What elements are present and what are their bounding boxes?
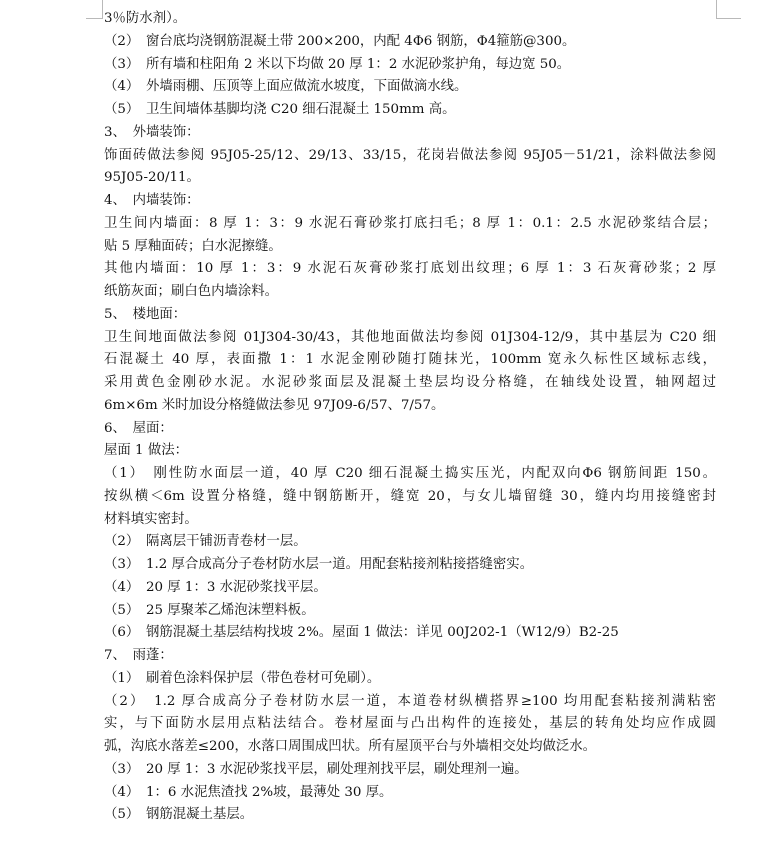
page-corner-mark-left — [86, 0, 103, 19]
text-line: 饰面砖做法参阅 95J05-25/12、29/13、33/15，花岗岩做法参阅 95J05－51/21，涂料做法参阅 — [104, 147, 716, 163]
text-line: 6m×6m 米时加设分格缝做法参见 97J09-6/57、7/57。 — [104, 397, 445, 413]
text-line: 采用黄色金刚砂水泥。水泥砂浆面层及混凝土垫层均设分格缝，在轴线处设置，轴网超过 — [104, 375, 716, 390]
text-line: 3％防水剂）。 — [104, 11, 187, 26]
page-corner-mark-right — [716, 0, 741, 19]
text-line: （1） 刷着色涂料保护层（带色卷材可免刷）。 — [104, 670, 381, 686]
text-line: 95J05-20/11。 — [104, 170, 200, 186]
text-line: 纸筋灰面；刷白色内墙涂料。 — [104, 284, 279, 299]
text-line: 实，与下面防水层用点粘法结合。卷材屋面与凸出构件的连接处，基层的转角处均应作成圆 — [104, 716, 716, 732]
text-line: （2） 窗台底均浇钢筋混凝土带 200×200，内配 4Φ6 钢筋，Φ4箍筋@300。 — [104, 33, 576, 49]
text-line: （4） 20 厚 1：3 水泥砂浆找平层。 — [104, 579, 327, 595]
text-line: 屋面 1 做法： — [104, 443, 188, 459]
text-line: 弧，沟底水落差≤200，水落口周围成凹状。所有屋顶平台与外墙相交处均做泛水。 — [104, 739, 597, 754]
text-line: 按纵横＜6m 设置分格缝，缝中钢筋断开，缝宽 20，与女儿墙留缝 30，缝内均用接缝密封 — [104, 488, 716, 504]
text-line: 石混凝土 40 厚，表面撒 1：1 水泥金刚砂随打随抹光，100mm 宽永久标性区域标志线， — [104, 352, 716, 368]
text-line: （3） 所有墙和柱阳角 2 米以下均做 20 厚 1：2 水泥砂浆护角，每边宽 50。 — [104, 56, 571, 72]
text-line: （2） 隔离层干铺沥青卷材一层。 — [104, 534, 307, 550]
document-page — [104, 8, 716, 827]
text-line: 卫生间内墙面：8 厚 1：3：9 水泥石膏砂浆打底扫毛；8 厚 1：0.1：2.5 水泥砂浆结合层； — [104, 215, 716, 231]
text-line: （5） 卫生间墙体基脚均浇 C20 细石混凝土 150mm 高。 — [104, 102, 456, 117]
text-line: （4） 外墙雨棚、压顶等上面应做流水坡度，下面做滴水线。 — [104, 79, 468, 95]
text-line: 其他内墙面：10 厚 1：3：9 水泥石灰膏砂浆打底划出纹理；6 厚 1：3 石灰膏砂浆；2 厚 — [104, 261, 716, 277]
text-line: 贴 5 厚釉面砖；白水泥擦缝。 — [104, 238, 282, 254]
text-line: 6、 屋面： — [104, 420, 173, 436]
text-line: （3） 1.2 厚合成高分子卷材防水层一道。用配套粘接剂粘接搭缝密实。 — [104, 557, 534, 572]
text-line: 5、 楼地面： — [104, 306, 187, 322]
text-line: 7、 雨蓬： — [104, 648, 173, 663]
text-line: 材料填实密封。 — [104, 511, 198, 527]
text-line: 3、 外墙装饰： — [104, 124, 200, 140]
text-line: （5） 25 厚聚苯乙烯泡沫塑料板。 — [104, 602, 315, 618]
text-line: （1） 刚性防水面层一道，40 厚 C20 细石混凝土捣实压光，内配双向Φ6 钢筋间距 150。 — [104, 466, 716, 481]
text-line: （5） 钢筋混凝土基层。 — [104, 807, 254, 823]
text-line: （6） 钢筋混凝土基层结构找坡 2%。屋面 1 做法：详见 00J202-1（W12/9）B2-25 — [104, 625, 619, 641]
text-line: （3） 20 厚 1：3 水泥砂浆找平层，刷处理剂找平层，刷处理剂一遍。 — [104, 761, 528, 777]
text-line: （2） 1.2 厚合成高分子卷材防水层一道，本道卷材纵横搭界≥100 均用配套粘接剂满粘密 — [104, 693, 716, 709]
text-line: （4） 1：6 水泥焦渣找 2%坡，最薄处 30 厚。 — [104, 784, 393, 800]
text-line: 卫生间地面做法参阅 01J304-30/43，其他地面做法均参阅 01J304-12/9，其中基层为 C20 细 — [104, 329, 716, 345]
text-line: 4、 内墙装饰： — [104, 193, 200, 208]
